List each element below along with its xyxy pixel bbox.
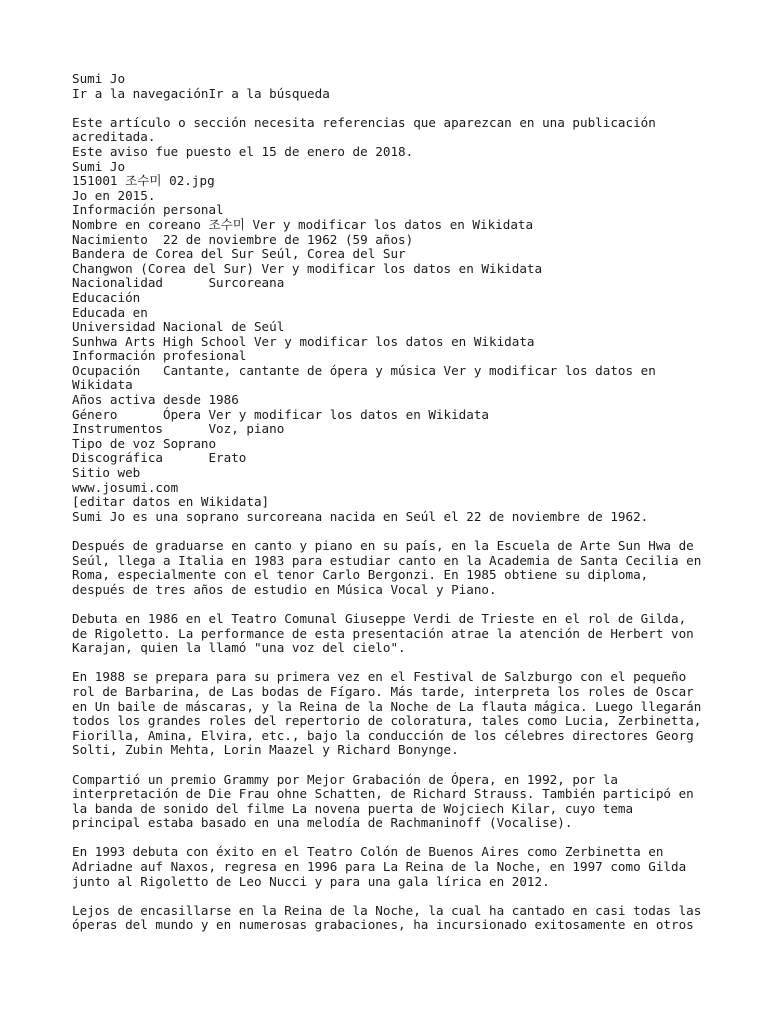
blank-line: [72, 524, 692, 539]
text-line: Nombre en coreano 조수미 Ver y modificar los datos en Wikidata: [72, 216, 534, 232]
text-line: rol de Barbarina, de Las bodas de Fígaro. Más tarde, interpreta los roles de Oscar: [72, 683, 694, 699]
text-line: Fiorilla, Amina, Elvira, etc., bajo la conducción de los célebres directores Georg: [72, 727, 694, 743]
text-line: principal estaba basado en una melodía de Rachmaninoff (Vocalise).: [72, 815, 573, 831]
text-line: Bandera de Corea del Sur Seúl, Corea del Sur: [72, 246, 406, 262]
text-line: Sunhwa Arts High School Ver y modificar los datos en Wikidata: [72, 333, 535, 349]
text-line: [editar datos en Wikidata]: [72, 494, 270, 510]
text-line: Ir a la navegaciónIr a la búsqueda: [72, 85, 330, 101]
text-line: Solti, Zubin Mehta, Lorin Maazel y Richard Bonynge.: [72, 742, 459, 758]
text-line: Educación: [72, 289, 141, 305]
text-line: Universidad Nacional de Seúl: [72, 319, 285, 335]
text-line: junto al Rigoletto de Leo Nucci y para una gala lírica en 2012.: [72, 873, 550, 889]
text-line: Wikidata: [72, 377, 133, 393]
text-line: Años activa desde 1986: [72, 392, 239, 408]
text-line: Debuta en 1986 en el Teatro Comunal Giuseppe Verdi de Trieste en el rol de Gilda,: [72, 610, 687, 626]
text-line: acreditada.: [72, 129, 156, 145]
text-line: Después de graduarse en canto y piano en su país, en la Escuela de Arte Sun Hwa de: [72, 538, 694, 553]
text-line: Sumi Jo: [72, 71, 126, 86]
text-line: Instrumentos Voz, piano: [72, 421, 285, 437]
text-line: Ocupación Cantante, cantante de ópera y música Ver y modificar los datos en: [72, 362, 656, 378]
text-line: Adriadne auf Naxos, regresa en 1996 para La Reina de la Noche, en 1997 como Gilda: [72, 859, 687, 875]
text-line: Discográfica Erato: [72, 450, 247, 466]
text-line: Karajan, quien la llamó "una voz del cielo".: [72, 640, 406, 656]
document-body: [72, 71, 702, 933]
text-line: Este aviso fue puesto el 15 de enero de 2018.: [72, 143, 414, 159]
text-line: Educada en: [72, 304, 148, 320]
text-line: Changwon (Corea del Sur) Ver y modificar los datos en Wikidata: [72, 260, 543, 276]
blank-line: [72, 831, 692, 846]
text-line: Nacionalidad Surcoreana: [72, 275, 285, 291]
text-line: en Un baile de máscaras, y la Reina de la Noche de La flauta mágica. Luego llegarán: [72, 698, 702, 714]
text-line: Nacimiento 22 de noviembre de 1962 (59 años): [72, 231, 414, 247]
text-line: la banda de sonido del filme La novena puerta de Wojciech Kilar, cuyo tema: [72, 800, 634, 816]
text-line: Sitio web: [72, 465, 141, 481]
text-line: 151001 조수미 02.jpg: [72, 173, 215, 189]
text-line: Información profesional: [72, 348, 247, 364]
text-line: Compartió un premio Grammy por Mejor Grabación de Ópera, en 1992, por la: [72, 771, 618, 787]
text-line: Lejos de encasillarse en la Reina de la Noche, la cual ha cantado en casi todas las: [72, 902, 702, 918]
text-line: Sumi Jo es una soprano surcoreana nacida en Seúl el 22 de noviembre de 1962.: [72, 508, 649, 524]
text-line: Este artículo o sección necesita referencias que aparezcan en una publicación: [72, 114, 656, 130]
text-line: Sumi Jo: [72, 158, 126, 174]
text-line: www.josumi.com: [72, 479, 179, 495]
text-line: En 1993 debuta con éxito en el Teatro Colón de Buenos Aires como Zerbinetta en: [72, 844, 664, 860]
blank-line: [72, 101, 692, 116]
text-line: Roma, especialmente con el tenor Carlo Bergonzi. En 1985 obtiene su diploma,: [72, 567, 649, 583]
blank-line: [72, 758, 692, 773]
text-line: Tipo de voz Soprano: [72, 435, 217, 451]
text-line: En 1988 se prepara para su primera vez en el Festival de Salzburgo con el pequeño: [72, 669, 687, 685]
text-line: de Rigoletto. La performance de esta presentación atrae la atención de Herbert von: [72, 625, 694, 641]
text-line: Información personal: [72, 202, 224, 218]
blank-line: [72, 656, 692, 671]
blank-line: [72, 889, 692, 904]
text-line: Jo en 2015.: [72, 187, 156, 203]
text-line: todos los grandes roles del repertorio de coloratura, tales como Lucia, Zerbinetta,: [72, 713, 702, 729]
text-line: interpretación de Die Frau ohne Schatten, de Richard Strauss. También participó en: [72, 786, 694, 802]
text-line: Seúl, llega a Italia en 1983 para estudiar canto en la Academia de Santa Cecilia en: [72, 552, 702, 568]
text-line: después de tres años de estudio en Música Vocal y Piano.: [72, 581, 497, 597]
blank-line: [72, 597, 692, 612]
text-line: Género Ópera Ver y modificar los datos en Wikidata: [72, 406, 490, 422]
text-line: óperas del mundo y en numerosas grabaciones, ha incursionado exitosamente en otros: [72, 917, 694, 933]
